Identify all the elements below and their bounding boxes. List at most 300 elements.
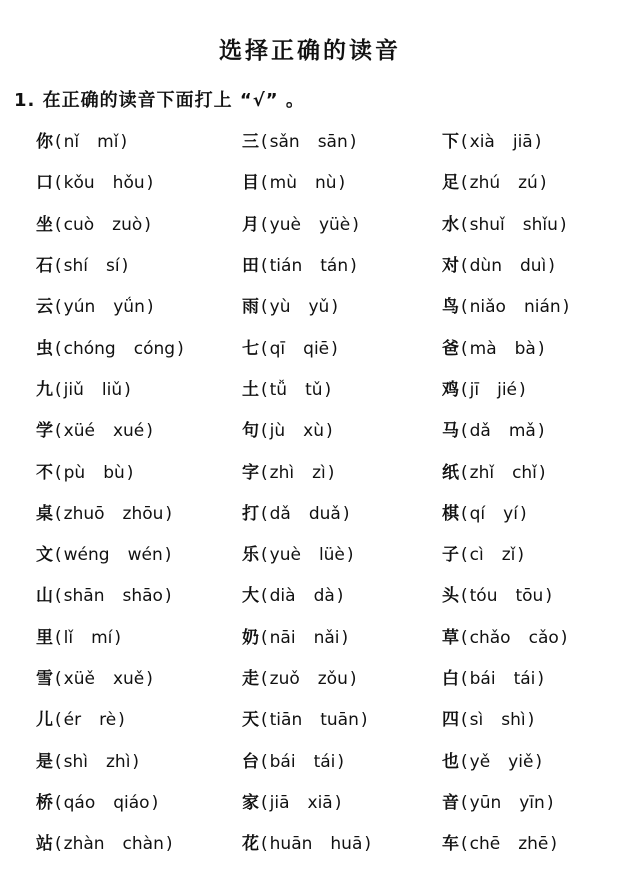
pinyin-option-a[interactable]: pù [63, 462, 86, 483]
pinyin-option-a[interactable]: yún [63, 297, 96, 318]
hanzi-character: 雪 [36, 669, 53, 689]
close-paren: ) [124, 379, 131, 400]
exercise-item [442, 163, 612, 204]
pinyin-option-a[interactable]: dǎ [469, 421, 491, 442]
hanzi-character: 对 [442, 256, 459, 277]
pinyin-option-b[interactable]: zú [518, 173, 538, 194]
exercise-item [36, 452, 242, 493]
pinyin-option-a[interactable]: mà [469, 338, 497, 359]
open-paren: ( [261, 173, 268, 194]
pinyin-option-a[interactable]: yù [269, 297, 291, 318]
hanzi-character: 目 [242, 173, 259, 194]
open-paren: ( [261, 627, 268, 648]
pinyin-option-b[interactable]: hǒu [112, 173, 145, 194]
pinyin-option-b[interactable]: xiā [307, 792, 333, 813]
open-paren: ( [55, 834, 62, 855]
pinyin-option-a[interactable]: niǎo [469, 297, 506, 318]
hanzi-character: 也 [442, 751, 459, 772]
exercise-item [242, 535, 442, 576]
hanzi-character: 云 [36, 297, 53, 318]
close-paren: ) [537, 669, 545, 689]
pinyin-option-b[interactable]: lüè [318, 545, 345, 566]
exercise-item [36, 494, 242, 535]
pinyin-option-a[interactable]: jī [469, 379, 480, 400]
pinyin-option-b[interactable]: yīn [519, 792, 545, 813]
hanzi-character: 土 [242, 379, 259, 400]
exercise-item [242, 618, 442, 659]
exercise-item [36, 246, 242, 287]
pinyin-option-b[interactable]: huā [330, 834, 363, 855]
close-paren: ) [539, 173, 547, 194]
pinyin-option-a[interactable]: jù [269, 421, 286, 442]
pinyin-option-b[interactable]: chǐ [512, 462, 537, 483]
open-paren: ( [55, 132, 62, 153]
open-paren: ( [55, 586, 62, 607]
pinyin-option-b[interactable]: nù [314, 173, 337, 194]
close-paren: ) [562, 297, 570, 318]
close-paren: ) [538, 462, 546, 483]
pinyin-option-b[interactable]: liǔ [101, 379, 123, 400]
close-paren: ) [144, 214, 151, 235]
pinyin-option-b[interactable]: cóng [133, 338, 176, 359]
pinyin-option-b[interactable]: chàn [122, 834, 164, 855]
hanzi-character: 儿 [36, 710, 53, 731]
pinyin-option-b[interactable]: dà [313, 586, 335, 607]
exercise-item [36, 741, 242, 782]
pinyin-option-a[interactable]: chǎo [469, 627, 511, 648]
pinyin-option-b[interactable]: cǎo [528, 627, 559, 648]
open-paren: ( [461, 503, 468, 524]
pinyin-option-a[interactable]: yě [469, 751, 491, 772]
pinyin-option-a[interactable]: shān [63, 586, 105, 607]
hanzi-character: 站 [36, 834, 53, 855]
close-paren: ) [324, 379, 332, 400]
pinyin-option-a[interactable]: xià [469, 132, 495, 153]
exercise-item [36, 163, 242, 204]
close-paren: ) [341, 627, 349, 648]
hanzi-character: 爸 [442, 338, 459, 359]
close-paren: ) [352, 214, 359, 235]
close-paren: ) [517, 545, 525, 566]
hanzi-character: 口 [36, 173, 53, 194]
open-paren: ( [55, 627, 62, 648]
page-title: 选择正确的读音 [219, 38, 401, 64]
pinyin-option-a[interactable]: huān [269, 834, 313, 855]
pinyin-option-a[interactable]: ér [63, 710, 82, 731]
pinyin-option-a[interactable]: chóng [63, 338, 116, 359]
exercise-item [242, 700, 442, 741]
hanzi-character: 桌 [36, 503, 53, 524]
pinyin-option-b[interactable]: tōu [515, 586, 544, 607]
pinyin-option-a[interactable]: kǒu [63, 173, 95, 194]
pinyin-option-a[interactable]: yuè [269, 545, 301, 566]
pinyin-option-a[interactable]: nǐ [63, 132, 80, 153]
close-paren: ) [331, 297, 338, 318]
close-paren: ) [537, 338, 545, 359]
open-paren: ( [461, 792, 468, 813]
exercise-item [242, 783, 442, 824]
close-paren: ) [164, 586, 172, 607]
open-paren: ( [261, 710, 268, 731]
exercise-item [36, 328, 242, 369]
exercise-item [242, 205, 442, 246]
pinyin-option-a[interactable]: bái [269, 751, 296, 772]
pinyin-option-b[interactable]: duǎ [308, 503, 341, 524]
pinyin-option-a[interactable]: qī [269, 338, 286, 359]
open-paren: ( [55, 379, 62, 400]
open-paren: ( [261, 545, 268, 566]
hanzi-character: 山 [36, 586, 53, 607]
close-paren: ) [349, 132, 357, 153]
pinyin-option-b[interactable]: tán [320, 256, 349, 277]
close-paren: ) [559, 214, 567, 235]
close-paren: ) [546, 792, 554, 813]
pinyin-option-a[interactable]: qí [469, 503, 486, 524]
pinyin-option-b[interactable]: shì [501, 710, 526, 731]
hanzi-character: 七 [242, 338, 259, 359]
exercise-item [442, 618, 612, 659]
exercise-item [242, 411, 442, 452]
hanzi-character: 花 [242, 834, 259, 855]
hanzi-character: 奶 [242, 627, 259, 648]
exercise-item [36, 659, 242, 700]
pinyin-option-b[interactable]: wén [127, 545, 163, 566]
open-paren: ( [261, 256, 268, 277]
pinyin-option-a[interactable]: cuò [63, 214, 95, 235]
exercise-item [242, 287, 442, 328]
pinyin-option-b[interactable]: yǘn [113, 297, 145, 318]
open-paren: ( [461, 586, 468, 607]
pinyin-option-b[interactable]: zhì [106, 751, 131, 772]
open-paren: ( [55, 751, 62, 772]
close-paren: ) [114, 627, 122, 648]
open-paren: ( [55, 669, 62, 689]
hanzi-character: 桥 [36, 792, 53, 813]
pinyin-option-b[interactable]: xuě [112, 669, 145, 689]
pinyin-option-a[interactable]: xüě [63, 669, 95, 689]
open-paren: ( [261, 421, 268, 442]
pinyin-option-a[interactable]: jiǔ [63, 379, 84, 400]
hanzi-character: 三 [242, 132, 259, 153]
close-paren: ) [165, 503, 173, 524]
pinyin-option-a[interactable]: lǐ [63, 627, 74, 648]
pinyin-option-a[interactable]: jiā [269, 792, 290, 813]
hanzi-character: 子 [442, 545, 459, 566]
close-paren: ) [146, 297, 154, 318]
close-paren: ) [527, 710, 535, 731]
hanzi-character: 家 [242, 792, 259, 813]
exercise-item [442, 783, 612, 824]
close-paren: ) [519, 503, 527, 524]
open-paren: ( [461, 132, 468, 153]
pinyin-option-b[interactable]: bù [103, 462, 125, 483]
close-paren: ) [336, 586, 344, 607]
open-paren: ( [55, 338, 62, 359]
pinyin-option-b[interactable]: duì [519, 256, 547, 277]
pinyin-option-b[interactable]: mǎ [508, 421, 536, 442]
close-paren: ) [545, 586, 552, 607]
exercise-item [36, 411, 242, 452]
close-paren: ) [146, 173, 154, 194]
exercise-item [36, 122, 242, 163]
open-paren: ( [461, 256, 468, 277]
open-paren: ( [261, 379, 268, 400]
pinyin-option-b[interactable]: shāo [122, 586, 163, 607]
open-paren: ( [461, 338, 468, 359]
open-paren: ( [461, 462, 468, 483]
pinyin-option-a[interactable]: chē [469, 834, 501, 855]
exercise-item [242, 494, 442, 535]
hanzi-character: 月 [242, 214, 259, 235]
open-paren: ( [261, 214, 268, 235]
exercise-item [242, 370, 442, 411]
close-paren: ) [146, 669, 153, 689]
pinyin-option-b[interactable]: nián [523, 297, 561, 318]
pinyin-option-a[interactable]: sǎn [269, 132, 300, 153]
hanzi-character: 白 [442, 669, 459, 689]
pinyin-option-a[interactable]: dià [269, 586, 296, 607]
pinyin-option-b[interactable]: zuò [112, 214, 143, 235]
hanzi-character: 草 [442, 627, 459, 648]
close-paren: ) [338, 173, 346, 194]
pinyin-option-a[interactable]: dǎ [269, 503, 291, 524]
pinyin-option-b[interactable]: yí [503, 503, 518, 524]
pinyin-option-b[interactable]: qiáo [113, 792, 150, 813]
close-paren: ) [164, 545, 172, 566]
open-paren: ( [461, 379, 468, 400]
hanzi-character: 足 [442, 173, 459, 194]
pinyin-option-b[interactable]: mí [91, 627, 113, 648]
pinyin-option-b[interactable]: zǐ [501, 545, 516, 566]
exercise-item [442, 328, 612, 369]
open-paren: ( [261, 462, 268, 483]
exercise-item [442, 535, 612, 576]
open-paren: ( [261, 503, 268, 524]
pinyin-option-a[interactable]: shì [63, 751, 88, 772]
pinyin-option-b[interactable]: tái [513, 669, 536, 689]
exercise-item [36, 287, 242, 328]
open-paren: ( [55, 710, 62, 731]
pinyin-option-b[interactable]: mǐ [97, 132, 119, 153]
pinyin-exercise-grid [36, 122, 612, 865]
pinyin-option-b[interactable]: zhōu [122, 503, 164, 524]
exercise-item [442, 576, 612, 617]
pinyin-option-a[interactable]: dùn [469, 256, 502, 277]
exercise-item [36, 205, 242, 246]
open-paren: ( [461, 710, 468, 731]
hanzi-character: 里 [36, 627, 53, 648]
hanzi-character: 音 [442, 792, 459, 813]
pinyin-option-a[interactable]: zhuō [63, 503, 105, 524]
close-paren: ) [534, 132, 542, 153]
close-paren: ) [364, 834, 371, 855]
exercise-item [36, 700, 242, 741]
exercise-item [442, 122, 612, 163]
pinyin-option-a[interactable]: yūn [469, 792, 502, 813]
close-paren: ) [350, 256, 357, 277]
pinyin-option-a[interactable]: bái [469, 669, 496, 689]
open-paren: ( [461, 545, 468, 566]
pinyin-option-a[interactable]: tián [269, 256, 303, 277]
open-paren: ( [55, 214, 62, 235]
pinyin-option-a[interactable]: tǚ [269, 379, 288, 400]
close-paren: ) [548, 256, 555, 277]
pinyin-option-a[interactable]: tóu [469, 586, 498, 607]
pinyin-option-b[interactable]: tái [313, 751, 336, 772]
pinyin-option-b[interactable]: yǔ [308, 297, 330, 318]
close-paren: ) [151, 792, 159, 813]
pinyin-option-a[interactable]: zuǒ [269, 669, 300, 689]
hanzi-character: 田 [242, 256, 259, 277]
close-paren: ) [346, 545, 354, 566]
pinyin-option-b[interactable]: shǐu [522, 214, 558, 235]
exercise-item [442, 659, 612, 700]
close-paren: ) [132, 751, 140, 772]
close-paren: ) [325, 421, 333, 442]
pinyin-option-b[interactable]: zì [312, 462, 326, 483]
open-paren: ( [55, 792, 62, 813]
pinyin-option-a[interactable]: zhú [469, 173, 501, 194]
pinyin-option-b[interactable]: yüè [318, 214, 351, 235]
open-paren: ( [261, 751, 268, 772]
pinyin-option-a[interactable]: wéng [63, 545, 110, 566]
pinyin-option-a[interactable]: yuè [269, 214, 301, 235]
exercise-item [36, 535, 242, 576]
open-paren: ( [55, 173, 62, 194]
close-paren: ) [349, 669, 357, 689]
exercise-item [242, 246, 442, 287]
pinyin-option-a[interactable]: zhàn [63, 834, 105, 855]
hanzi-character: 棋 [442, 503, 459, 524]
hanzi-character: 水 [442, 214, 459, 235]
exercise-item [442, 741, 612, 782]
hanzi-character: 下 [442, 132, 459, 153]
hanzi-character: 鸟 [442, 297, 459, 318]
open-paren: ( [461, 834, 468, 855]
exercise-item [242, 328, 442, 369]
pinyin-option-b[interactable]: yiě [508, 751, 534, 772]
exercise-item [36, 576, 242, 617]
pinyin-option-a[interactable]: cì [469, 545, 484, 566]
open-paren: ( [261, 586, 268, 607]
pinyin-option-b[interactable]: bà [514, 338, 536, 359]
hanzi-character: 乐 [242, 545, 259, 566]
exercise-item [36, 618, 242, 659]
hanzi-character: 九 [36, 379, 53, 400]
pinyin-option-a[interactable]: xüé [63, 421, 95, 442]
hanzi-character: 文 [36, 545, 53, 566]
open-paren: ( [461, 627, 468, 648]
pinyin-option-a[interactable]: mù [269, 173, 297, 194]
exercise-item [442, 411, 612, 452]
exercise-item [442, 287, 612, 328]
pinyin-option-b[interactable]: zǒu [317, 669, 348, 689]
pinyin-option-b[interactable]: rè [99, 710, 117, 731]
exercise-item [36, 824, 242, 865]
close-paren: ) [120, 132, 128, 153]
pinyin-option-b[interactable]: zhē [518, 834, 549, 855]
pinyin-option-a[interactable]: sì [469, 710, 484, 731]
pinyin-option-a[interactable]: zhǐ [469, 462, 495, 483]
open-paren: ( [461, 214, 468, 235]
close-paren: ) [327, 462, 335, 483]
close-paren: ) [550, 834, 558, 855]
pinyin-option-a[interactable]: tiān [269, 710, 303, 731]
open-paren: ( [55, 545, 62, 566]
hanzi-character: 你 [36, 132, 53, 153]
exercise-item [442, 370, 612, 411]
hanzi-character: 头 [442, 586, 459, 607]
open-paren: ( [261, 132, 268, 153]
hanzi-character: 句 [242, 421, 259, 442]
open-paren: ( [55, 297, 62, 318]
hanzi-character: 天 [242, 710, 259, 731]
open-paren: ( [461, 297, 468, 318]
open-paren: ( [55, 256, 62, 277]
pinyin-option-b[interactable]: sí [106, 256, 120, 277]
open-paren: ( [461, 173, 468, 194]
close-paren: ) [560, 627, 568, 648]
pinyin-option-b[interactable]: nǎi [313, 627, 340, 648]
exercise-item [242, 122, 442, 163]
pinyin-option-b[interactable]: xù [303, 421, 324, 442]
pinyin-option-b[interactable]: xué [112, 421, 145, 442]
hanzi-character: 虫 [36, 338, 53, 359]
open-paren: ( [261, 338, 268, 359]
pinyin-option-b[interactable]: jié [497, 379, 517, 400]
exercise-item [442, 494, 612, 535]
pinyin-option-b[interactable]: tǔ [305, 379, 323, 400]
exercise-item [242, 824, 442, 865]
open-paren: ( [261, 669, 268, 689]
close-paren: ) [537, 421, 545, 442]
hanzi-character: 不 [36, 462, 53, 483]
hanzi-character: 是 [36, 751, 53, 772]
pinyin-option-a[interactable]: zhì [269, 462, 295, 483]
open-paren: ( [261, 297, 268, 318]
exercise-item [242, 659, 442, 700]
hanzi-character: 车 [442, 834, 459, 855]
pinyin-option-a[interactable]: shuǐ [469, 214, 505, 235]
instruction-text: 1. 在正确的读音下面打上 “√” 。 [14, 90, 305, 111]
close-paren: ) [331, 338, 338, 359]
exercise-item [442, 452, 612, 493]
hanzi-character: 四 [442, 710, 459, 731]
hanzi-character: 石 [36, 256, 53, 277]
pinyin-option-b[interactable]: sān [317, 132, 348, 153]
pinyin-option-b[interactable]: qiē [303, 338, 330, 359]
pinyin-option-a[interactable]: shí [63, 256, 88, 277]
open-paren: ( [461, 669, 468, 689]
pinyin-option-b[interactable]: tuān [320, 710, 359, 731]
hanzi-character: 打 [242, 503, 259, 524]
close-paren: ) [177, 338, 184, 359]
close-paren: ) [519, 379, 526, 400]
open-paren: ( [461, 751, 468, 772]
pinyin-option-b[interactable]: jiā [512, 132, 533, 153]
pinyin-option-a[interactable]: qáo [63, 792, 96, 813]
hanzi-character: 马 [442, 421, 459, 442]
pinyin-option-a[interactable]: nāi [269, 627, 296, 648]
hanzi-character: 走 [242, 669, 259, 689]
close-paren: ) [337, 751, 345, 772]
close-paren: ) [146, 421, 153, 442]
exercise-item [36, 370, 242, 411]
hanzi-character: 雨 [242, 297, 259, 318]
close-paren: ) [342, 503, 350, 524]
hanzi-character: 字 [242, 462, 259, 483]
hanzi-character: 鸡 [442, 379, 459, 400]
